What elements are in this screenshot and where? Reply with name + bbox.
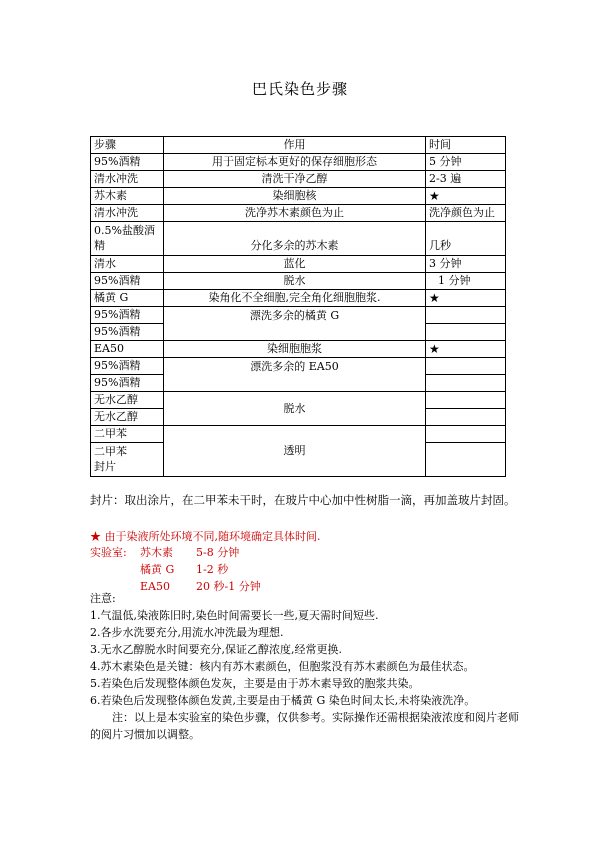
notes-heading: 注意: bbox=[90, 592, 116, 605]
environment-note: ★ 由于染液所处环境不同,随环境确定具体时间. bbox=[90, 530, 321, 543]
table-row bbox=[91, 205, 506, 222]
note-item: 4.苏木素染色是关键：核内有苏木素颜色，但胞浆没有苏木素颜色为最佳状态。 bbox=[90, 660, 475, 673]
step-cell: 95%酒精 bbox=[91, 154, 164, 171]
step-line: 0.5%盐酸酒 bbox=[94, 224, 155, 237]
time-cell: 2-3 遍 bbox=[426, 171, 506, 188]
table-row bbox=[91, 154, 506, 171]
reagent-name: 橘黄 G bbox=[140, 563, 175, 576]
step-cell: 无水乙醇 bbox=[91, 409, 164, 426]
mounting-instruction: 封片：取出涂片，在二甲苯未干时，在玻片中心加中性树脂一滴，再加盖玻片封固。 bbox=[90, 493, 516, 507]
step-cell: 95%酒精 bbox=[91, 273, 164, 290]
reagent-name: 苏木素 bbox=[140, 546, 173, 559]
time-cell bbox=[426, 375, 506, 392]
notes-section bbox=[90, 590, 520, 743]
notes-footer: 注：以上是本实验室的染色步骤，仅供参考。实际操作还需根据染液浓度和阅片老师的阅片习惯加以调整。 bbox=[90, 711, 519, 741]
step-cell: 橘黄 G bbox=[91, 290, 164, 307]
time-cell bbox=[426, 443, 506, 477]
table-row bbox=[91, 392, 506, 409]
step-cell: 95%酒精 bbox=[91, 375, 164, 392]
note-item: 1.气温低,染液陈旧时,染色时间需要长一些,夏天需时间短些. bbox=[90, 609, 379, 622]
reagent-name: EA50 bbox=[140, 580, 170, 593]
staining-steps-table bbox=[90, 136, 506, 477]
step-cell: 二甲苯 bbox=[91, 426, 164, 443]
lab-time-row bbox=[90, 544, 520, 561]
purpose-cell: 染角化不全细胞,完全角化细胞胞浆. bbox=[164, 290, 426, 307]
step-cell: 95%酒精 bbox=[91, 307, 164, 324]
step-cell: 清水 bbox=[91, 256, 164, 273]
step-cell: 95%酒精 bbox=[91, 358, 164, 375]
purpose-cell: 清洗干净乙醇 bbox=[164, 171, 426, 188]
step-cell bbox=[91, 222, 164, 256]
table-row bbox=[91, 171, 506, 188]
note-item: 3.无水乙醇脱水时间要充分,保证乙醇浓度,经常更换. bbox=[90, 643, 342, 656]
table-row bbox=[91, 256, 506, 273]
time-cell: 5 分钟 bbox=[426, 154, 506, 171]
purpose-cell: 分化多余的苏木素 bbox=[164, 222, 426, 256]
table-header-row bbox=[91, 137, 506, 154]
time-cell: 3 分钟 bbox=[426, 256, 506, 273]
table-row bbox=[91, 341, 506, 358]
purpose-cell: 透明 bbox=[164, 426, 426, 477]
step-cell: EA50 bbox=[91, 341, 164, 358]
header-step: 步骤 bbox=[91, 137, 164, 154]
step-cell: 无水乙醇 bbox=[91, 392, 164, 409]
lab-times bbox=[90, 544, 520, 595]
lab-time-row bbox=[90, 561, 520, 578]
table-row bbox=[91, 358, 506, 375]
star-icon: ★ bbox=[426, 188, 506, 205]
time-cell bbox=[426, 409, 506, 426]
note-item: 6.若染色后发现整体颜色发黄,主要是由于橘黄 G 染色时间太长,未将染液洗净。 bbox=[90, 694, 476, 707]
purpose-cell: 蓝化 bbox=[164, 256, 426, 273]
time-cell: 洗净颜色为止 bbox=[426, 205, 506, 222]
header-purpose: 作用 bbox=[164, 137, 426, 154]
time-cell bbox=[426, 324, 506, 341]
purpose-cell: 脱水 bbox=[164, 392, 426, 426]
purpose-cell: 漂洗多余的橘黄 G bbox=[164, 307, 426, 341]
time-cell bbox=[426, 392, 506, 409]
note-item: 5.若染色后发现整体颜色发灰，主要是由于苏木素导致的胞浆共染。 bbox=[90, 677, 420, 690]
lab-label: 实验室: bbox=[90, 546, 127, 559]
time-cell bbox=[426, 307, 506, 324]
step-cell bbox=[91, 443, 164, 477]
step-cell: 清水冲洗 bbox=[91, 171, 164, 188]
reagent-time: 5-8 分钟 bbox=[196, 546, 240, 559]
purpose-cell: 染细胞胞浆 bbox=[164, 341, 426, 358]
time-cell: 1 分钟 bbox=[426, 273, 506, 290]
table-row bbox=[91, 273, 506, 290]
star-icon: ★ bbox=[426, 290, 506, 307]
star-icon: ★ bbox=[426, 341, 506, 358]
table-row bbox=[91, 426, 506, 443]
purpose-cell: 染细胞核 bbox=[164, 188, 426, 205]
step-cell: 苏木素 bbox=[91, 188, 164, 205]
header-time: 时间 bbox=[426, 137, 506, 154]
table-row bbox=[91, 307, 506, 324]
purpose-cell: 用于固定标本更好的保存细胞形态 bbox=[164, 154, 426, 171]
page-title: 巴氏染色步骤 bbox=[251, 80, 348, 98]
time-cell: 几秒 bbox=[426, 222, 506, 256]
step-cell: 清水冲洗 bbox=[91, 205, 164, 222]
step-line: 封片 bbox=[94, 460, 116, 473]
step-line: 二甲苯 bbox=[94, 445, 127, 458]
table-row bbox=[91, 290, 506, 307]
time-cell bbox=[426, 426, 506, 443]
reagent-time: 20 秒-1 分钟 bbox=[196, 580, 261, 593]
reagent-time: 1-2 秒 bbox=[196, 563, 229, 576]
table-row bbox=[91, 222, 506, 256]
table-row bbox=[91, 188, 506, 205]
purpose-cell: 脱水 bbox=[164, 273, 426, 290]
time-cell bbox=[426, 358, 506, 375]
step-cell: 95%酒精 bbox=[91, 324, 164, 341]
purpose-cell: 漂洗多余的 EA50 bbox=[164, 358, 426, 392]
purpose-cell: 洗净苏木素颜色为止 bbox=[164, 205, 426, 222]
note-item: 2.各步水洗要充分,用流水冲洗最为理想. bbox=[90, 626, 284, 639]
step-line: 精 bbox=[94, 239, 105, 252]
